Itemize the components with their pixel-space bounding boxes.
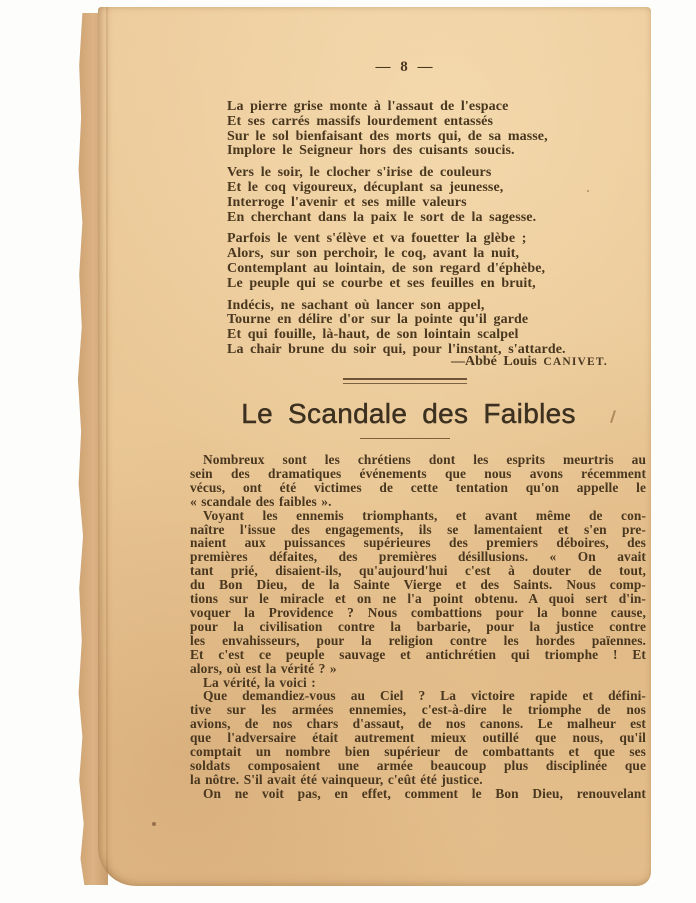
poem-line: Sur le sol bienfaisant des morts qui, de sa masse,: [227, 128, 548, 144]
text-line: Que demandiez-vous au Ciel ? La victoire rapide et défini-: [203, 688, 646, 704]
text-line: tions sur le miracle et on ne l'a point obtenu. A quoi sert d'in-: [190, 591, 646, 607]
text-line: Et c'est ce peuple sauvage et antichrétien qui triomphe ! Et: [190, 646, 646, 662]
attribution-prefix: —Abbé Louis: [450, 354, 544, 369]
poem-line: Tourne en délire d'or sur la pointe qu'il garde: [227, 312, 529, 328]
poem-line: En cherchant dans la paix le sort de la sagesse.: [227, 209, 537, 225]
text-line: pour la civilisation contre la barbarie, pour la justice contre: [190, 618, 646, 634]
poem-line: Et le coq vigoureux, décuplant sa jeunesse,: [227, 179, 504, 195]
poem-line: Interroge l'avenir et ses mille valeurs: [227, 194, 467, 210]
paper-speck: [152, 822, 156, 826]
poem-line: Implore le Seigneur hors des cuisants soucis.: [227, 143, 515, 159]
poem-stanza: [227, 166, 566, 225]
page-number: — 8 —: [375, 59, 434, 75]
text-line: soldats composaient une armée beaucoup plus disciplinée que: [190, 757, 646, 773]
text-line: premières défaites, des premières désillusions. « On avait: [190, 549, 646, 565]
text-line: tant prié, disaient-ils, qu'aujourd'hui c'est à douter de tout,: [190, 563, 646, 579]
paragraph: [190, 689, 646, 786]
poem-line: Indécis, ne sachant où lancer son appel,: [227, 297, 485, 313]
text-line: naient aux puissances supérieures des premiers déboires, des: [190, 535, 646, 551]
text-line: voquer la Providence ? Nous combattions pour la bonne cause,: [190, 604, 646, 620]
poem-line: Le peuple qui se courbe et ses feuilles en bruit,: [227, 275, 536, 291]
article-body: [190, 453, 646, 801]
text-line: Voyant les ennemis triomphants, et avant même de con-: [203, 507, 646, 523]
poem-stanza: [227, 299, 566, 358]
text-line: vécus, ont été victimes de cette tentation qu'on appelle le: [190, 479, 646, 495]
text-line: avions, de nos chars d'assaut, de nos canons. Le malheur est: [190, 716, 646, 732]
paragraph: [190, 787, 646, 801]
text-line: alors, où est la vérité ? »: [190, 660, 337, 676]
text-line: naître l'issue des engagements, ils se lamentaient et s'en pre-: [190, 521, 646, 537]
paper-speck: [587, 190, 589, 192]
section-divider-rule: [343, 378, 467, 384]
text-line: La vérité, la voici :: [203, 674, 316, 690]
poem-line: Contemplant au lointain, de son regard d'éphèbe,: [227, 260, 546, 276]
paper-sheet: [98, 7, 651, 886]
paragraph: [190, 453, 646, 509]
binding-crease: [106, 7, 108, 886]
text-line: que l'adversaire était autrement mieux outillé que nous, qu'il: [190, 730, 646, 746]
poem-line: Parfois le vent s'élève et va fouetter la glèbe ;: [227, 231, 527, 247]
text-line: tive sur les armées ennemies, c'est-à-dire le triomphe de nos: [190, 702, 646, 718]
text-line: On ne voit pas, en effet, comment le Bon Dieu, renouvelant: [203, 785, 646, 801]
text-line: « scandale des faibles ».: [190, 493, 332, 509]
text-line: sein des dramatiques événements que nous avons récemment: [190, 465, 646, 481]
poem-line: Alors, sur son perchoir, le coq, avant la nuit,: [227, 246, 520, 262]
paragraph: [190, 676, 646, 690]
poem-attribution: [227, 354, 608, 370]
poem: [227, 100, 566, 365]
text-line: du Bon Dieu, de la Sainte Vierge et des Saints. Nous comp-: [190, 577, 646, 593]
text-line: la nôtre. S'il avait été vainqueur, c'eût été justice.: [190, 771, 483, 787]
paragraph: [190, 509, 646, 676]
attribution-name: CANIVET.: [543, 356, 608, 368]
text-line: comptait un nombre bien supérieur de combattants et que ses: [190, 744, 646, 760]
title-underline-rule: [360, 438, 450, 439]
text-line: Nombreux sont les chrétiens dont les esprits meurtris au: [203, 452, 646, 467]
poem-line: La pierre grise monte à l'assaut de l'espace: [227, 99, 509, 114]
poem-stanza: [227, 100, 566, 159]
poem-line: Et qui fouille, là-haut, de son lointain scalpel: [227, 327, 519, 343]
poem-stanza: [227, 232, 566, 291]
poem-line: Et ses carrés massifs lourdement entassés: [227, 113, 494, 129]
poem-line: La chair brune du soir qui, pour l'instant, s'attarde.: [227, 341, 566, 357]
article-title: Le Scandale des Faibles: [241, 398, 576, 429]
text-line: les envahisseurs, pour la religion contre les hordes païennes.: [190, 632, 646, 648]
poem-line: Vers le soir, le clocher s'irise de couleurs: [227, 165, 492, 181]
